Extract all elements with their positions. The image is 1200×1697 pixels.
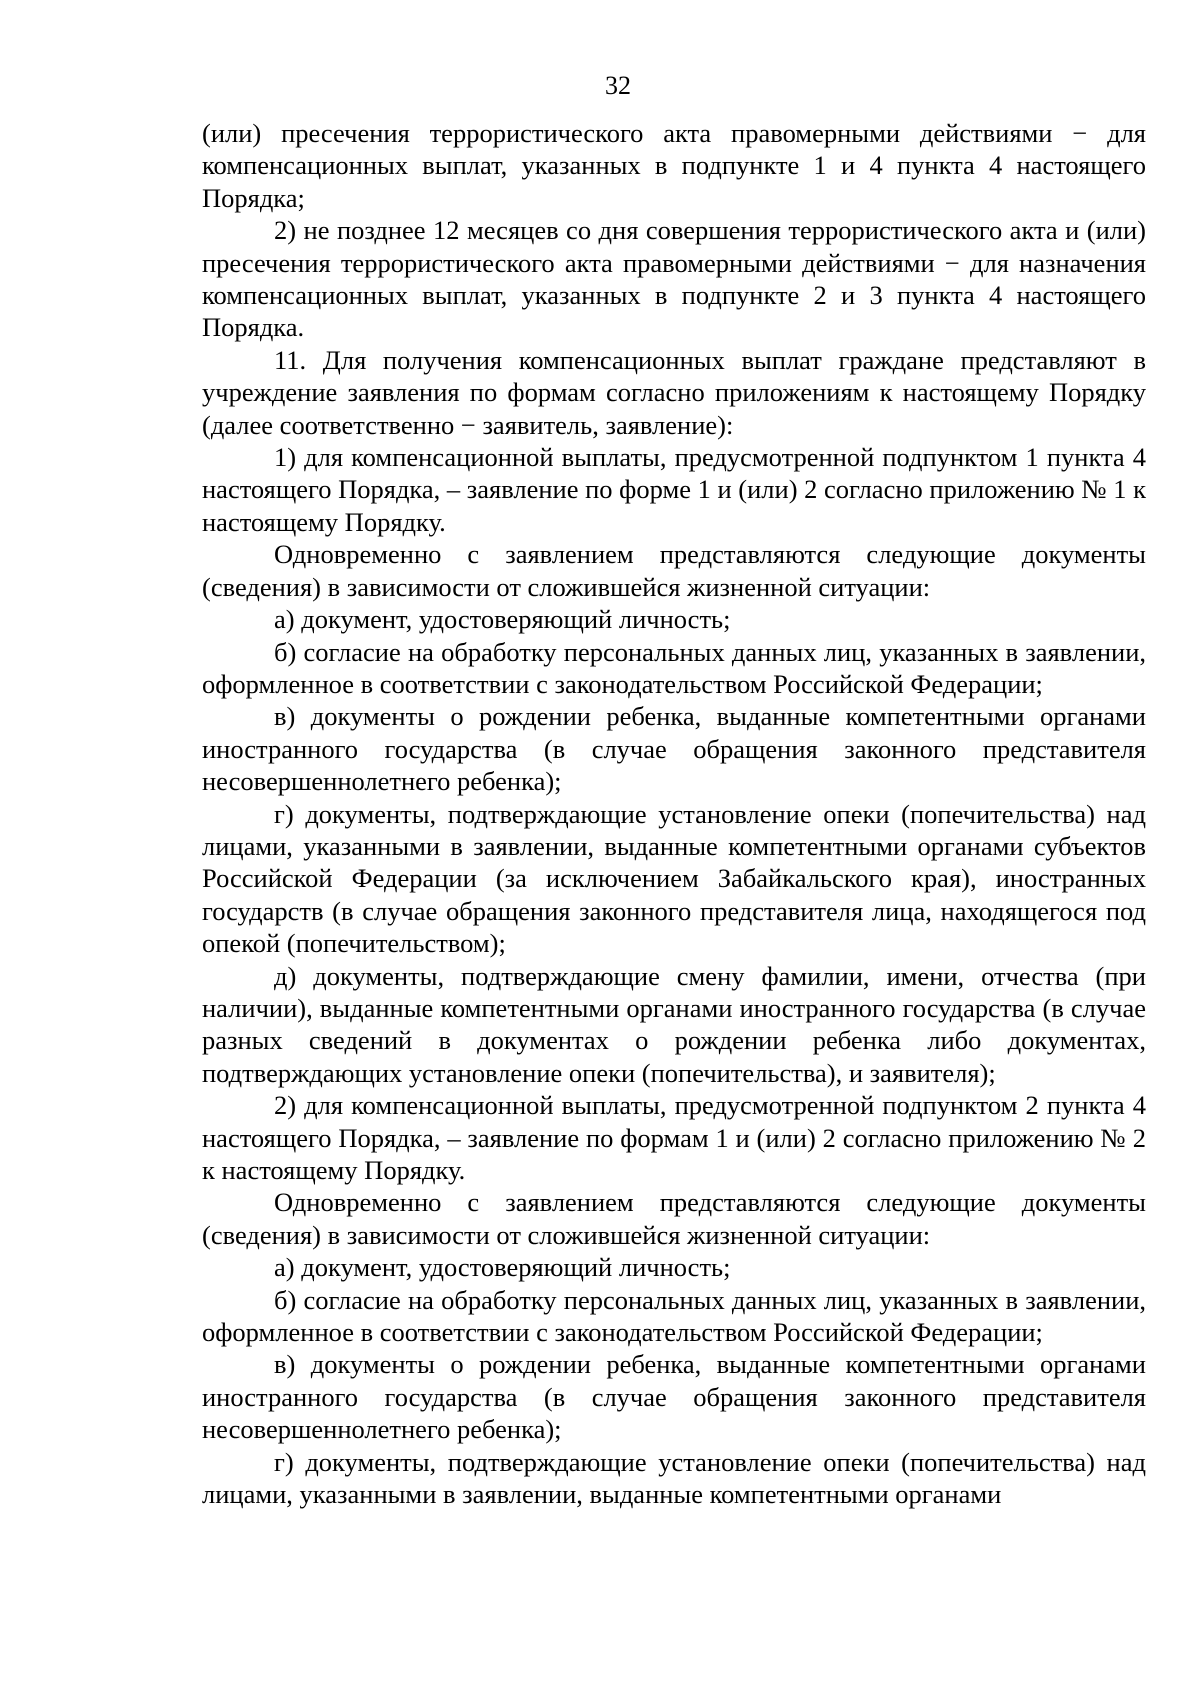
paragraph-item-2-deadline: 2) не позднее 12 месяцев со дня совершения террористического акта и (или) пресечения террористического акта правомерными действиями − для назначения компенсационных выплат, указанных в подпункте 2 и 3 пункта 4 настоящего Порядка.: [202, 215, 1146, 343]
paragraph-section-11: 11. Для получения компенсационных выплат граждане представляют в учреждение заявления по формам согласно приложениям к настоящему Порядку (далее соответственно − заявитель, заявление):: [202, 344, 1146, 440]
paragraph-item-d: д) документы, подтверждающие смену фамилии, имени, отчества (при наличии), выданные компетентными органами иностранного государства (в случае разных сведений в документах о рождении ребенка либо документах, подтверждающих установление опеки (попечительства), и заявителя);: [202, 960, 1146, 1088]
paragraph-item-g: г) документы, подтверждающие установление опеки (попечительства) над лицами, указанными в заявлении, выданные компетентными органами: [202, 1446, 1146, 1510]
paragraph-item-b: б) согласие на обработку персональных данных лиц, указанных в заявлении, оформленное в соответствии с законодательством Российской Федерации;: [202, 1284, 1146, 1348]
paragraph-item-g: г) документы, подтверждающие установление опеки (попечительства) над лицами, указанными в заявлении, выданные компетентными органами субъектов Российской Федерации (за исключением Забайкальского края), иностранных государств (в случае обращения законного представителя лица, находящегося под опекой (попечительством);: [202, 798, 1146, 959]
paragraph-item-b: б) согласие на обработку персональных данных лиц, указанных в заявлении, оформленное в соответствии с законодательством Российской Федерации;: [202, 636, 1146, 699]
paragraph-documents-intro: Одновременно с заявлением представляются следующие документы (сведения) в зависимости от сложившейся жизненной ситуации:: [202, 539, 1146, 602]
paragraph-item-v: в) документы о рождении ребенка, выданные компетентными органами иностранного государства (в случае обращения законного представителя несовершеннолетнего ребенка);: [202, 701, 1146, 797]
paragraph-item-v: в) документы о рождении ребенка, выданные компетентными органами иностранного государства (в случае обращения законного представителя несовершеннолетнего ребенка);: [202, 1349, 1146, 1445]
paragraph-item-1-payment: 1) для компенсационной выплаты, предусмотренной подпунктом 1 пункта 4 настоящего Порядка, – заявление по форме 1 и (или) 2 согласно приложению № 1 к настоящему Порядку.: [202, 442, 1146, 537]
paragraph-item-2-payment: 2) для компенсационной выплаты, предусмотренной подпунктом 2 пункта 4 настоящего Порядка, – заявление по формам 1 и (или) 2 согласно приложению № 2 к настоящему Порядку.: [202, 1090, 1146, 1185]
document-body: [202, 117, 1146, 1510]
paragraph-continuation: (или) пресечения террористического акта правомерными действиями − для компенсационных выплат, указанных в подпункте 1 и 4 пункта 4 настоящего Порядка;: [202, 118, 1146, 213]
paragraph-documents-intro: Одновременно с заявлением представляются следующие документы (сведения) в зависимости от сложившейся жизненной ситуации:: [202, 1187, 1146, 1250]
paragraph-item-a: а) документ, удостоверяющий личность;: [274, 604, 731, 635]
page-number: 32: [605, 71, 631, 100]
paragraph-item-a: а) документ, удостоверяющий личность;: [274, 1252, 731, 1283]
